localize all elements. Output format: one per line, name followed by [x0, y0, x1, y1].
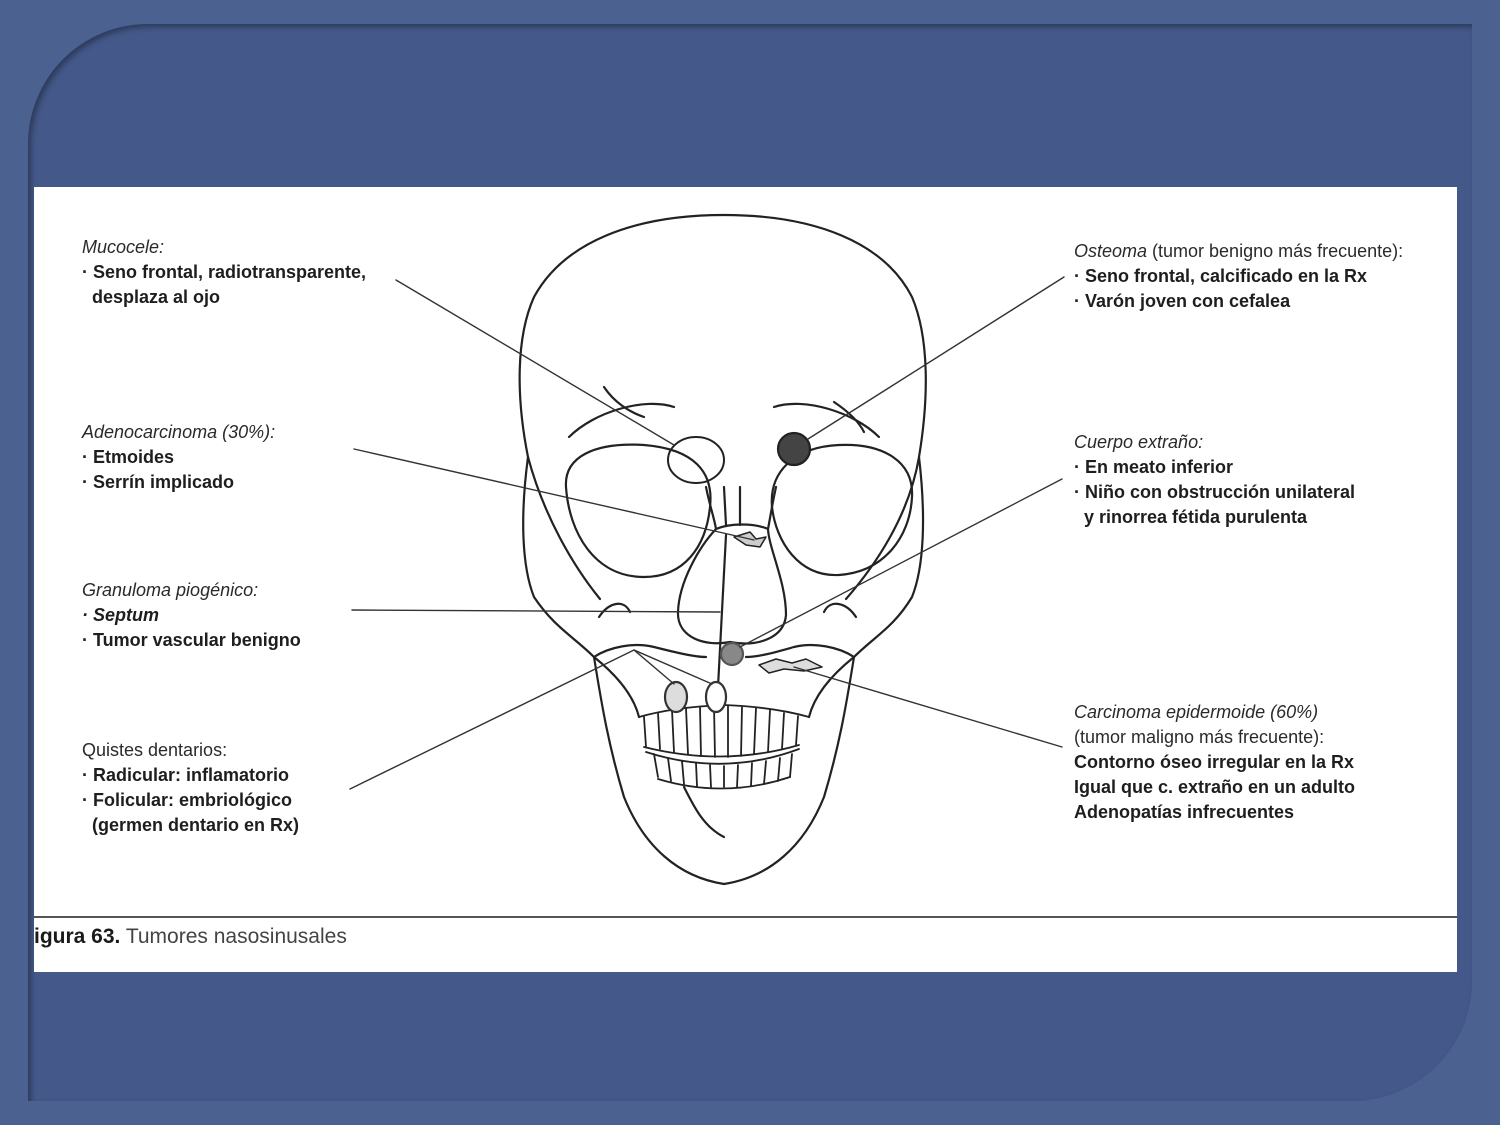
brow-left: [569, 404, 674, 437]
cuerpo-extrano-line-1: · En meato inferior: [1074, 457, 1234, 477]
figure-caption: [34, 925, 347, 949]
lower-teeth: [646, 749, 799, 789]
leader-quistes-b: [634, 650, 712, 684]
skull-temple-left: [523, 457, 594, 657]
adenocarcinoma-line-1: · Etmoides: [82, 447, 175, 467]
leader-quistes-a: [634, 650, 674, 684]
quistes-line-1: · Radicular: inflamatorio: [82, 765, 290, 785]
carcinoma-line-2: Igual que c. extraño en un adulto: [1074, 777, 1356, 797]
cyst-lesion-left: [665, 682, 687, 712]
leader-quistes: [350, 650, 634, 789]
leader-carcinoma: [794, 667, 1062, 747]
cuerpo-extrano-line-2: · Niño con obstrucción unilateral: [1074, 482, 1356, 502]
mucocele-line-2: desplaza al ojo: [92, 287, 221, 307]
label-cuerpo-extrano: [1074, 430, 1355, 530]
foreign-body-lesion: [721, 643, 743, 665]
osteoma-title: [1074, 239, 1403, 264]
zygomatic-right: [824, 604, 856, 617]
mucocele-lesion: [668, 437, 724, 483]
leader-osteoma: [808, 277, 1064, 439]
orbit-left: [566, 445, 711, 577]
carcinoma-line-1: Contorno óseo irregular en la Rx: [1074, 752, 1355, 772]
adenocarcinoma-title: Adenocarcinoma (30%):: [82, 422, 276, 442]
caption-divider: [34, 916, 1457, 918]
leader-mucocele: [396, 280, 674, 445]
osteoma-title-rest: (tumor benigno más frecuente):: [1147, 241, 1404, 261]
mucocele-line-1: · Seno frontal, radiotransparente,: [82, 262, 367, 282]
granuloma-title: Granuloma piogénico:: [82, 580, 259, 600]
figure-panel: [34, 187, 1457, 972]
osteoma-line-1: · Seno frontal, calcificado en la Rx: [1074, 266, 1368, 286]
skull-outline: [520, 215, 926, 599]
granuloma-line-2: · Tumor vascular benigno: [82, 630, 301, 650]
osteoma-line-2: · Varón joven con cefalea: [1074, 291, 1291, 311]
label-osteoma: [1074, 239, 1403, 314]
maxilla-left: [594, 645, 706, 657]
carcinoma-line-3: Adenopatías infrecuentes: [1074, 802, 1295, 822]
osteoma-title-italic: Osteoma: [1074, 241, 1148, 261]
quistes-line-3: (germen dentario en Rx): [92, 815, 300, 835]
maxilla-right: [746, 645, 854, 657]
quistes-line-2: · Folicular: embriológico: [82, 790, 293, 810]
leader-cuerpo: [740, 479, 1062, 647]
carcinoma-lesion: [759, 659, 822, 673]
adenocarcinoma-line-2: · Serrín implicado: [82, 472, 235, 492]
septum: [718, 535, 726, 687]
cyst-lesion-right: [706, 682, 726, 712]
leader-lines: [350, 277, 1064, 789]
osteoma-lesion: [778, 433, 810, 465]
caption-text: Tumores nasosinusales: [120, 925, 347, 948]
chin-detail: [684, 787, 724, 837]
label-mucocele: [82, 235, 366, 310]
mucocele-title: Mucocele:: [82, 237, 165, 257]
granuloma-line-1: · Septum: [82, 605, 160, 625]
cuerpo-extrano-line-3: y rinorrea fétida purulenta: [1084, 507, 1308, 527]
carcinoma-title: Carcinoma epidermoide (60%): [1074, 702, 1319, 722]
caption-prefix: igura 63.: [34, 925, 121, 948]
label-carcinoma: [1074, 700, 1355, 825]
leader-granuloma: [352, 610, 720, 612]
label-adenocarcinoma: [82, 420, 275, 495]
label-quistes: [82, 738, 299, 838]
nasal-cavity: [678, 525, 786, 644]
label-granuloma: [82, 578, 301, 653]
nasal-bridge-inner-l: [724, 487, 726, 525]
quistes-title: Quistes dentarios:: [82, 740, 228, 760]
upper-teeth: [639, 705, 809, 757]
carcinoma-subtitle: (tumor maligno más frecuente):: [1074, 727, 1325, 747]
zygomatic-left: [599, 604, 630, 617]
cuerpo-extrano-title: Cuerpo extraño:: [1074, 432, 1204, 452]
